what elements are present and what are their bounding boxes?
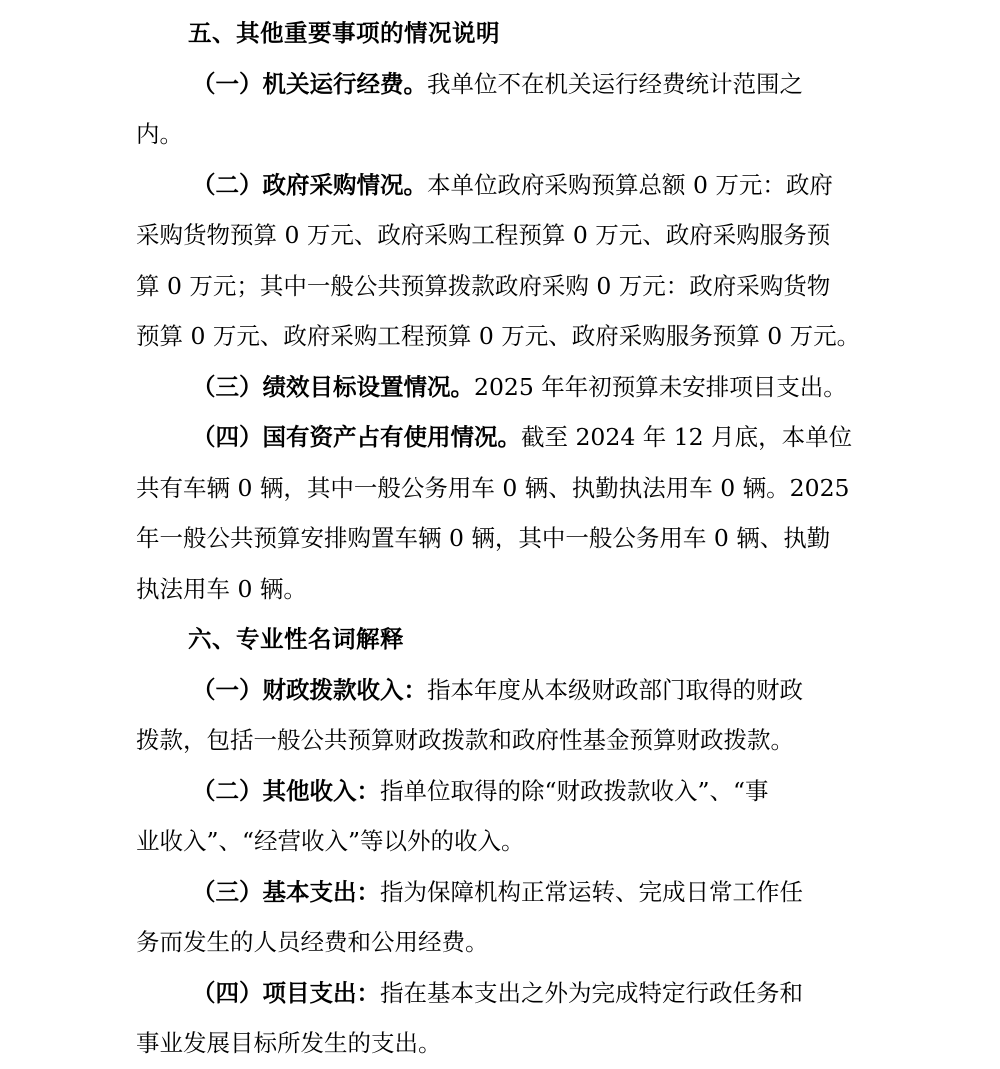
paragraph-text: 指本年度从本级财政部门取得的财政 [427,675,803,704]
paragraph-text: 算 0 万元；其中一般公共预算拨款政府采购 0 万元：政府采购货物 [136,271,831,300]
paragraph-lead: （一）财政拨款收入： [192,675,427,704]
paragraph-text: 拨款，包括一般公共预算财政拨款和政府性基金预算财政拨款。 [136,726,794,754]
paragraph [136,362,896,413]
paragraph-text: 年一般公共预算安排购置车辆 0 辆，其中一般公务用车 0 辆、执勤 [136,524,831,552]
section-heading: 五、其他重要事项的情况说明 [188,19,500,47]
paragraph-text: 截至 2024 年 12 月底，本单位 [521,423,853,451]
paragraph [136,968,896,1069]
paragraph-text: 预算 0 万元、政府采购工程预算 0 万元、政府采购服务预算 0 万元。 [136,322,861,350]
paragraph-text: 内。 [136,120,183,148]
section-heading: 六、专业性名词解释 [188,625,404,653]
paragraph [136,867,896,968]
paragraph-text: 采购货物预算 0 万元、政府采购工程预算 0 万元、政府采购服务预 [136,221,831,249]
paragraph [136,766,896,867]
paragraph-text: 指在基本支出之外为完成特定行政任务和 [380,978,803,1007]
paragraph-lead: （一）机关运行经费。 [192,69,427,98]
paragraph-lead: （三）基本支出： [192,877,380,906]
paragraph-lead: （四）项目支出： [192,978,380,1007]
paragraph-lead: （二）其他收入： [192,776,380,805]
paragraph-lead: （三）绩效目标设置情况。 [192,372,474,401]
paragraph [136,59,896,160]
paragraph-text: 业收入”、“经营收入”等以外的收入。 [136,827,525,855]
paragraph-text: 2025 年年初预算未安排项目支出。 [474,372,847,401]
paragraph-text: 执法用车 0 辆。 [136,574,307,603]
paragraph-text: 事业发展目标所发生的支出。 [136,1029,442,1057]
paragraph-text: 指单位取得的除“财政拨款收入”、“事 [380,776,769,805]
paragraph-lead: （四）国有资产占有使用情况。 [192,423,521,451]
paragraph-text: 指为保障机构正常运转、完成日常工作任 [380,877,803,906]
paragraph [136,412,896,614]
paragraph [136,665,896,766]
paragraph-text: 共有车辆 0 辆，其中一般公务用车 0 辆、执勤执法用车 0 辆。2025 [136,473,850,502]
paragraph-text: 务而发生的人员经费和公用经费。 [136,928,489,956]
paragraph-lead: （二）政府采购情况。 [192,170,427,199]
document-page [136,8,896,1069]
paragraph [136,160,896,362]
paragraph-text: 我单位不在机关运行经费统计范围之 [427,69,803,98]
paragraph-text: 本单位政府采购预算总额 0 万元：政府 [427,170,833,199]
